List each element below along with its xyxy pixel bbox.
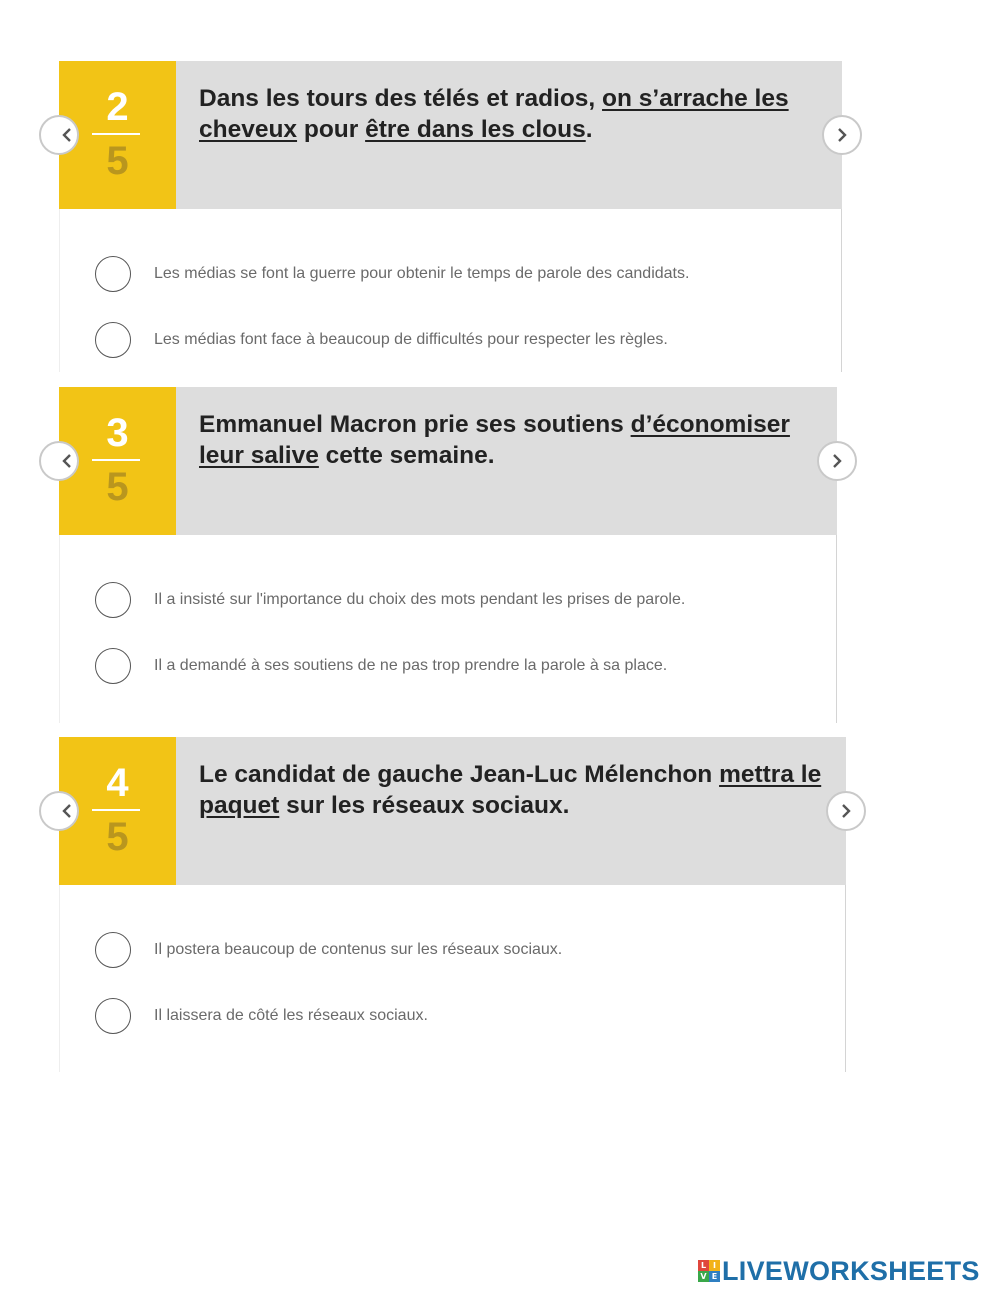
question-number: 2	[106, 85, 129, 129]
previous-button[interactable]	[39, 441, 79, 481]
chevron-right-icon	[831, 453, 843, 469]
question-header	[59, 387, 837, 535]
option-label: Les médias se font la guerre pour obtenir le temps de parole des candidats.	[154, 265, 690, 282]
question-header	[59, 61, 842, 209]
question-total: 5	[106, 815, 129, 859]
option-label: Il a demandé à ses soutiens de ne pas trop prendre la parole à sa place.	[154, 657, 668, 674]
question-text-part: pour	[297, 116, 366, 143]
chevron-left-icon	[61, 803, 73, 819]
logo-mark-letter: I	[709, 1260, 720, 1271]
logo-text: LIVEWORKSHEETS	[722, 1255, 980, 1286]
counter-divider	[92, 809, 140, 811]
question-total: 5	[106, 139, 129, 183]
answer-option[interactable]	[95, 581, 685, 619]
counter-divider	[92, 133, 140, 135]
question-header	[59, 737, 846, 885]
question-text-part: .	[585, 116, 593, 143]
logo-mark-icon	[698, 1260, 720, 1282]
options-panel	[59, 535, 837, 723]
answer-option[interactable]	[95, 647, 667, 685]
question-expression: on s’arrache les cheveux	[199, 85, 789, 143]
next-button[interactable]	[826, 791, 866, 831]
logo-mark-letter: V	[698, 1271, 709, 1282]
answer-option[interactable]	[95, 931, 562, 969]
option-label: Il postera beaucoup de contenus sur les réseaux sociaux.	[154, 941, 563, 958]
counter-divider	[92, 459, 140, 461]
next-button[interactable]	[822, 115, 862, 155]
question-card-4	[59, 737, 846, 1072]
question-total: 5	[106, 465, 129, 509]
chevron-left-icon	[61, 127, 73, 143]
radio-button[interactable]	[95, 932, 131, 968]
question-card-3	[59, 387, 837, 723]
option-label: Il laissera de côté les réseaux sociaux.	[154, 1007, 428, 1024]
chevron-left-icon	[61, 453, 73, 469]
question-text	[199, 83, 826, 145]
question-text-part: sur les réseaux sociaux.	[279, 792, 570, 819]
question-expression: être dans les clous	[365, 116, 586, 143]
question-number: 4	[106, 761, 129, 805]
radio-button[interactable]	[95, 998, 131, 1034]
logo-mark-letter: L	[698, 1260, 709, 1271]
question-text	[199, 409, 821, 471]
question-expression: d’économiser leur salive	[199, 411, 790, 469]
liveworksheets-logo	[698, 1254, 980, 1288]
radio-button[interactable]	[95, 256, 131, 292]
question-text-part: Le candidat de gauche Jean-Luc Mélenchon	[199, 761, 720, 788]
radio-button[interactable]	[95, 322, 131, 358]
question-text	[199, 759, 830, 821]
question-text-part: cette semaine.	[318, 442, 495, 469]
answer-option[interactable]	[95, 255, 689, 293]
question-text-part: Emmanuel Macron prie ses soutiens	[199, 411, 631, 438]
question-text-part: Dans les tours des télés et radios,	[199, 85, 603, 112]
answer-option[interactable]	[95, 321, 668, 359]
radio-button[interactable]	[95, 582, 131, 618]
logo-mark-letter: E	[709, 1271, 720, 1282]
question-number: 3	[106, 411, 129, 455]
question-expression: mettra le paquet	[199, 761, 822, 819]
chevron-right-icon	[840, 803, 852, 819]
previous-button[interactable]	[39, 115, 79, 155]
chevron-right-icon	[836, 127, 848, 143]
next-button[interactable]	[817, 441, 857, 481]
option-label: Les médias font face à beaucoup de difficultés pour respecter les règles.	[154, 331, 668, 348]
previous-button[interactable]	[39, 791, 79, 831]
option-label: Il a insisté sur l'importance du choix des mots pendant les prises de parole.	[154, 591, 686, 608]
options-panel	[59, 885, 846, 1072]
options-panel	[59, 209, 842, 372]
answer-option[interactable]	[95, 997, 428, 1035]
radio-button[interactable]	[95, 648, 131, 684]
question-card-2	[59, 61, 842, 372]
